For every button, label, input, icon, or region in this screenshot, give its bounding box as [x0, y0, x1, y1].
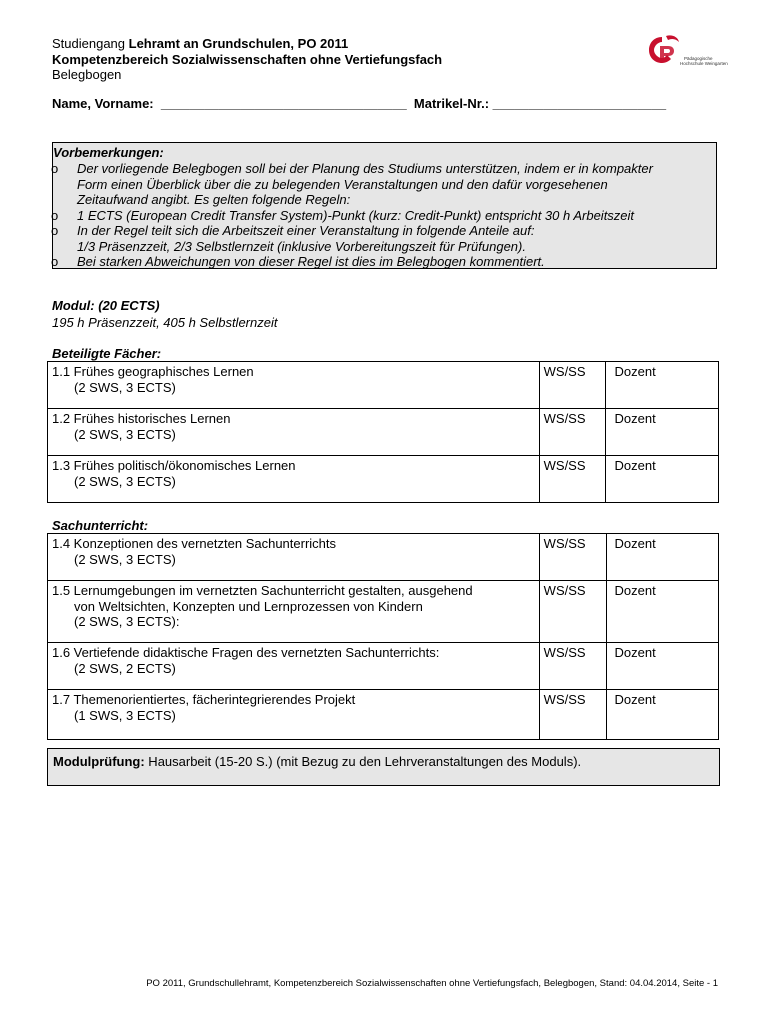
lecturer-cell: Dozent — [606, 456, 719, 503]
course-cell: 1.5 Lernumgebungen im vernetzten Sachunterricht gestalten, ausgehend von Weltsichten, Konzepten und Lernprozessen von Kindern (2 SWS, 3 ECTS): — [48, 581, 540, 643]
course-cell: 1.7 Themenorientiertes, fächerintegrierendes Projekt (1 SWS, 3 ECTS) — [48, 690, 540, 740]
lecturer-cell: Dozent — [606, 643, 718, 690]
university-logo — [646, 34, 728, 78]
module-exam-text: Hausarbeit (15-20 S.) (mit Bezug zu den Lehrveranstaltungen des Moduls). — [144, 754, 582, 769]
course-cell: 1.3 Frühes politisch/ökonomisches Lernen (2 SWS, 3 ECTS) — [48, 456, 540, 503]
term-cell: WS/SS — [539, 456, 606, 503]
course-cell: 1.4 Konzeptionen des vernetzten Sachunterrichts (2 SWS, 3 ECTS) — [48, 534, 540, 581]
course-cell: 1.2 Frühes historisches Lernen (2 SWS, 3 ECTS) — [48, 409, 540, 456]
lecturer-cell: Dozent — [606, 690, 718, 740]
section-title-subjects: Beteiligte Fächer: — [52, 346, 162, 361]
table-row — [48, 690, 719, 740]
logo-text: Pädagogische Hochschule Weingarten — [680, 56, 728, 66]
term-cell: WS/SS — [539, 690, 606, 740]
table-row — [48, 581, 719, 643]
table-row — [48, 409, 719, 456]
table-row — [48, 643, 719, 690]
sachunterricht-table — [47, 533, 719, 740]
term-cell: WS/SS — [539, 581, 606, 643]
lecturer-cell: Dozent — [606, 581, 718, 643]
lecturer-cell: Dozent — [606, 534, 718, 581]
table-row — [48, 534, 719, 581]
term-cell: WS/SS — [539, 534, 606, 581]
header-line-3: Belegbogen — [52, 67, 122, 82]
table-row — [48, 456, 719, 503]
logo-mark-icon — [646, 34, 680, 66]
module-exam-label: Modulprüfung: — [53, 754, 145, 769]
module-title: Modul: (20 ECTS) — [52, 298, 160, 313]
module-subtitle: 195 h Präsenzzeit, 405 h Selbstlernzeit — [52, 315, 278, 330]
term-cell: WS/SS — [539, 409, 606, 456]
term-cell: WS/SS — [539, 362, 606, 409]
term-cell: WS/SS — [539, 643, 606, 690]
page-footer: PO 2011, Grundschullehramt, Kompetenzbereich Sozialwissenschaften ohne Vertiefungsfach, Belegbogen, Stand: 04.04.2014, Seite - 1 — [146, 978, 718, 989]
lecturer-cell: Dozent — [606, 409, 719, 456]
preliminary-remarks-box: Vorbemerkungen: o Der vorliegende Belegbogen soll bei der Planung des Studiums unterstützen, indem er in kompakter Form einen Überblick über die zu belegenden Veranstaltungen und den dafür vorgesehenen Zeitaufwand angibt. Es gelten folgende Regeln: o 1 ECTS (European Credit Transfer System)-Punkt (kurz: Credit-Punkt) entspricht 30 h Arbeitszeit o In der Regel teilt sich die Arbeitszeit einer Veranstaltung in folgende Anteile auf: 1/3 Präsenzzeit, 2/3 Selbstlernzeit (inklusive Vorbereitungszeit für Prüfungen). o Bei starken Abweichungen von dieser Regel ist dies im Belegbogen kommentiert. — [52, 142, 717, 269]
module-exam-box — [47, 748, 720, 786]
header-line-1: Studiengang Lehramt an Grundschulen, PO 2011 — [52, 36, 349, 51]
course-cell: 1.6 Vertiefende didaktische Fragen des vernetzten Sachunterrichts: (2 SWS, 2 ECTS) — [48, 643, 540, 690]
name-matrikel-line: Name, Vorname: __________________________________ Matrikel-Nr.: ________________________ — [52, 96, 667, 111]
preliminary-remarks-title: Vorbemerkungen: — [53, 145, 164, 160]
table-row — [48, 362, 719, 409]
header-line-2: Kompetenzbereich Sozialwissenschaften ohne Vertiefungsfach — [52, 51, 443, 67]
document-header — [52, 36, 442, 83]
lecturer-cell: Dozent — [606, 362, 719, 409]
section-title-sachunterricht: Sachunterricht: — [52, 518, 149, 533]
subjects-table — [47, 361, 719, 503]
course-cell: 1.1 Frühes geographisches Lernen (2 SWS, 3 ECTS) — [48, 362, 540, 409]
